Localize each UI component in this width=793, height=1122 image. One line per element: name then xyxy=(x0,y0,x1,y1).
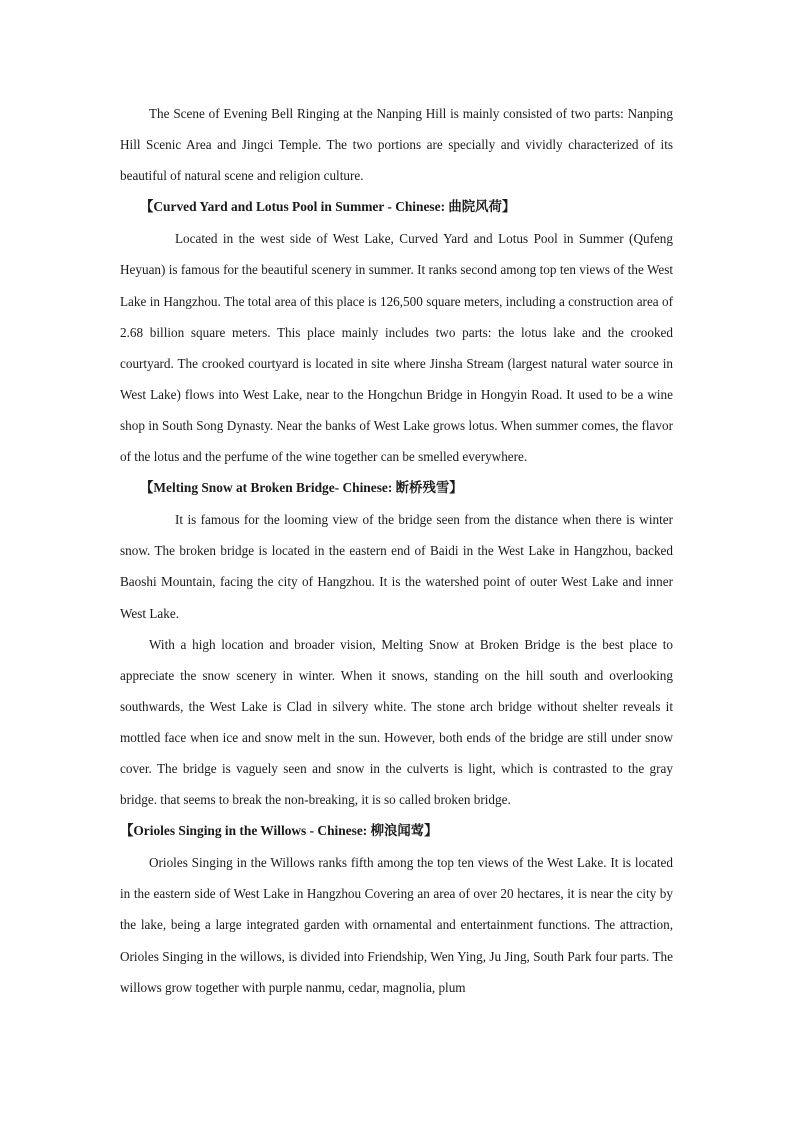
heading-bracket-close: 】 xyxy=(424,823,438,839)
heading-bracket-close: 】 xyxy=(449,480,463,496)
heading-chinese-name: 断桥残雪 xyxy=(395,481,450,497)
paragraph-broken-bridge-1: It is famous for the looming view of the bridge seen from the distance when there is winter snow. The broken bridge is located in the eastern end of Baidi in the West Lake in Hangzhou, backed Baoshi Mountain, facing the city of Hangzhou. It is the watershed point of outer West Lake and inner West Lake. xyxy=(120,512,673,621)
paragraph-curved-yard: Located in the west side of West Lake, Curved Yard and Lotus Pool in Summer (Qufeng Heyuan) is famous for the beautiful scenery in summer. It ranks second among top ten views of the West Lake in Hangzhou. The total area of this place is 126,500 square meters, including a construction area of 2.68 billion square meters. This place mainly includes two parts: the lotus lake and the crooked courtyard. The crooked courtyard is located in site where Jinsha Stream (largest natural water source in West Lake) flows into West Lake, near to the Hongchun Bridge in Hongyin Road. It used to be a wine shop in South Song Dynasty. Near the banks of West Lake grows lotus. When summer comes, the flavor of the lotus and the perfume of the wine together can be smelled everywhere. xyxy=(120,231,673,465)
heading-curved-yard xyxy=(120,191,673,223)
heading-chinese-name: 曲院风荷 xyxy=(448,200,502,216)
heading-text: Curved Yard and Lotus Pool in Summer - Chinese: xyxy=(153,199,449,215)
heading-text: Melting Snow at Broken Bridge- Chinese: xyxy=(153,480,396,496)
heading-text: Orioles Singing in the Willows - Chinese: xyxy=(133,823,371,839)
heading-broken-bridge xyxy=(120,472,673,504)
heading-bracket-open: 【 xyxy=(140,480,154,496)
heading-bracket-close: 】 xyxy=(501,199,516,215)
paragraph-broken-bridge-2: With a high location and broader vision, Melting Snow at Broken Bridge is the best place to appreciate the snow scenery in winter. When it snows, standing on the hill south and overlooking southwards, the West Lake is Clad in silvery white. The stone arch bridge without shelter reveals it mottled face when ice and snow melt in the sun. However, both ends of the bridge are still under snow cover. The bridge is vaguely seen and snow in the culverts is light, which is contrasted to the gray bridge. that seems to break the non-breaking, it is so called broken bridge. xyxy=(120,636,673,808)
paragraph-nanping: The Scene of Evening Bell Ringing at the Nanping Hill is mainly consisted of two parts: Nanping Hill Scenic Area and Jingci Temple. The two portions are specially and vividly characterized of its beautiful of natural scene and religion culture. xyxy=(120,106,673,184)
heading-chinese-name: 柳浪闻莺 xyxy=(370,824,425,840)
heading-bracket-open: 【 xyxy=(120,823,134,839)
heading-bracket-open: 【 xyxy=(140,199,154,215)
document-page xyxy=(120,98,673,1003)
paragraph-orioles: Orioles Singing in the Willows ranks fifth among the top ten views of the West Lake. It is located in the eastern side of West Lake in Hangzhou Covering an area of over 20 hectares, it is near the city by the lake, being a large integrated garden with ornamental and entertainment functions. The attraction, Orioles Singing in the willows, is divided into Friendship, Wen Ying, Ju Jing, South Park four parts. The willows grow together with purple nanmu, cedar, magnolia, plum xyxy=(120,855,673,995)
heading-orioles xyxy=(120,815,673,847)
